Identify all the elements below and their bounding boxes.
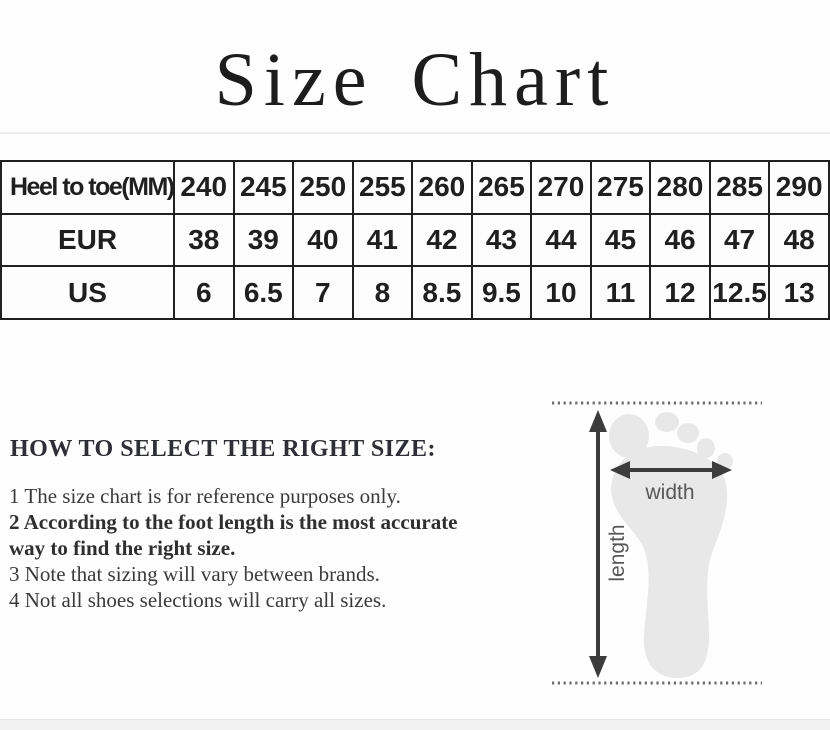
table-cell: 40 [293, 214, 353, 267]
note-item: 4 Not all shoes selections will carry all sizes. [9, 588, 387, 612]
note-item: 3 Note that sizing will vary between brands. [9, 562, 380, 586]
table-cell: 38 [174, 214, 234, 267]
table-cell: 260 [412, 161, 472, 214]
length-label: length [606, 524, 629, 582]
table-cell: 41 [353, 214, 413, 267]
table-cell: 48 [769, 214, 829, 267]
table-row-us [1, 266, 829, 319]
sizing-notes [9, 483, 461, 613]
note-item: 2 According to the foot length is the most accurate way to find the right size. [9, 510, 458, 560]
seam-line [0, 132, 830, 134]
table-cell: 12.5 [710, 266, 770, 319]
size-conversion-table [0, 160, 830, 320]
note-item: 1 The size chart is for reference purposes only. [9, 484, 401, 508]
table-cell: 255 [353, 161, 413, 214]
table-cell: 42 [412, 214, 472, 267]
table-cell: 46 [650, 214, 710, 267]
table-cell: 11 [591, 266, 651, 319]
page-title: Size Chart [214, 38, 616, 122]
table-cell: 43 [472, 214, 532, 267]
row-label: Heel to toe(MM) [1, 161, 174, 214]
table-cell: 280 [650, 161, 710, 214]
table-cell: 270 [531, 161, 591, 214]
table-cell: 240 [174, 161, 234, 214]
guide-heading: HOW TO SELECT THE RIGHT SIZE: [10, 436, 437, 462]
table-cell: 250 [293, 161, 353, 214]
table-cell: 13 [769, 266, 829, 319]
table-cell: 45 [591, 214, 651, 267]
row-label: US [1, 266, 174, 319]
table-row-eur [1, 214, 829, 267]
table-cell: 245 [234, 161, 294, 214]
table-cell: 265 [472, 161, 532, 214]
table-row-heel-to-toe [1, 161, 829, 214]
table-cell: 290 [769, 161, 829, 214]
table-cell: 6.5 [234, 266, 294, 319]
seam-line [0, 719, 830, 730]
table-cell: 9.5 [472, 266, 532, 319]
table-cell: 285 [710, 161, 770, 214]
foot-measurement-diagram [540, 390, 830, 730]
length-arrow [589, 410, 607, 678]
table-cell: 10 [531, 266, 591, 319]
table-cell: 39 [234, 214, 294, 267]
table-cell: 7 [293, 266, 353, 319]
table-cell: 44 [531, 214, 591, 267]
table-cell: 47 [710, 214, 770, 267]
table-cell: 12 [650, 266, 710, 319]
table-cell: 6 [174, 266, 234, 319]
width-label: width [645, 481, 695, 504]
row-label: EUR [1, 214, 174, 267]
table-cell: 8 [353, 266, 413, 319]
table-cell: 8.5 [412, 266, 472, 319]
table-cell: 275 [591, 161, 651, 214]
